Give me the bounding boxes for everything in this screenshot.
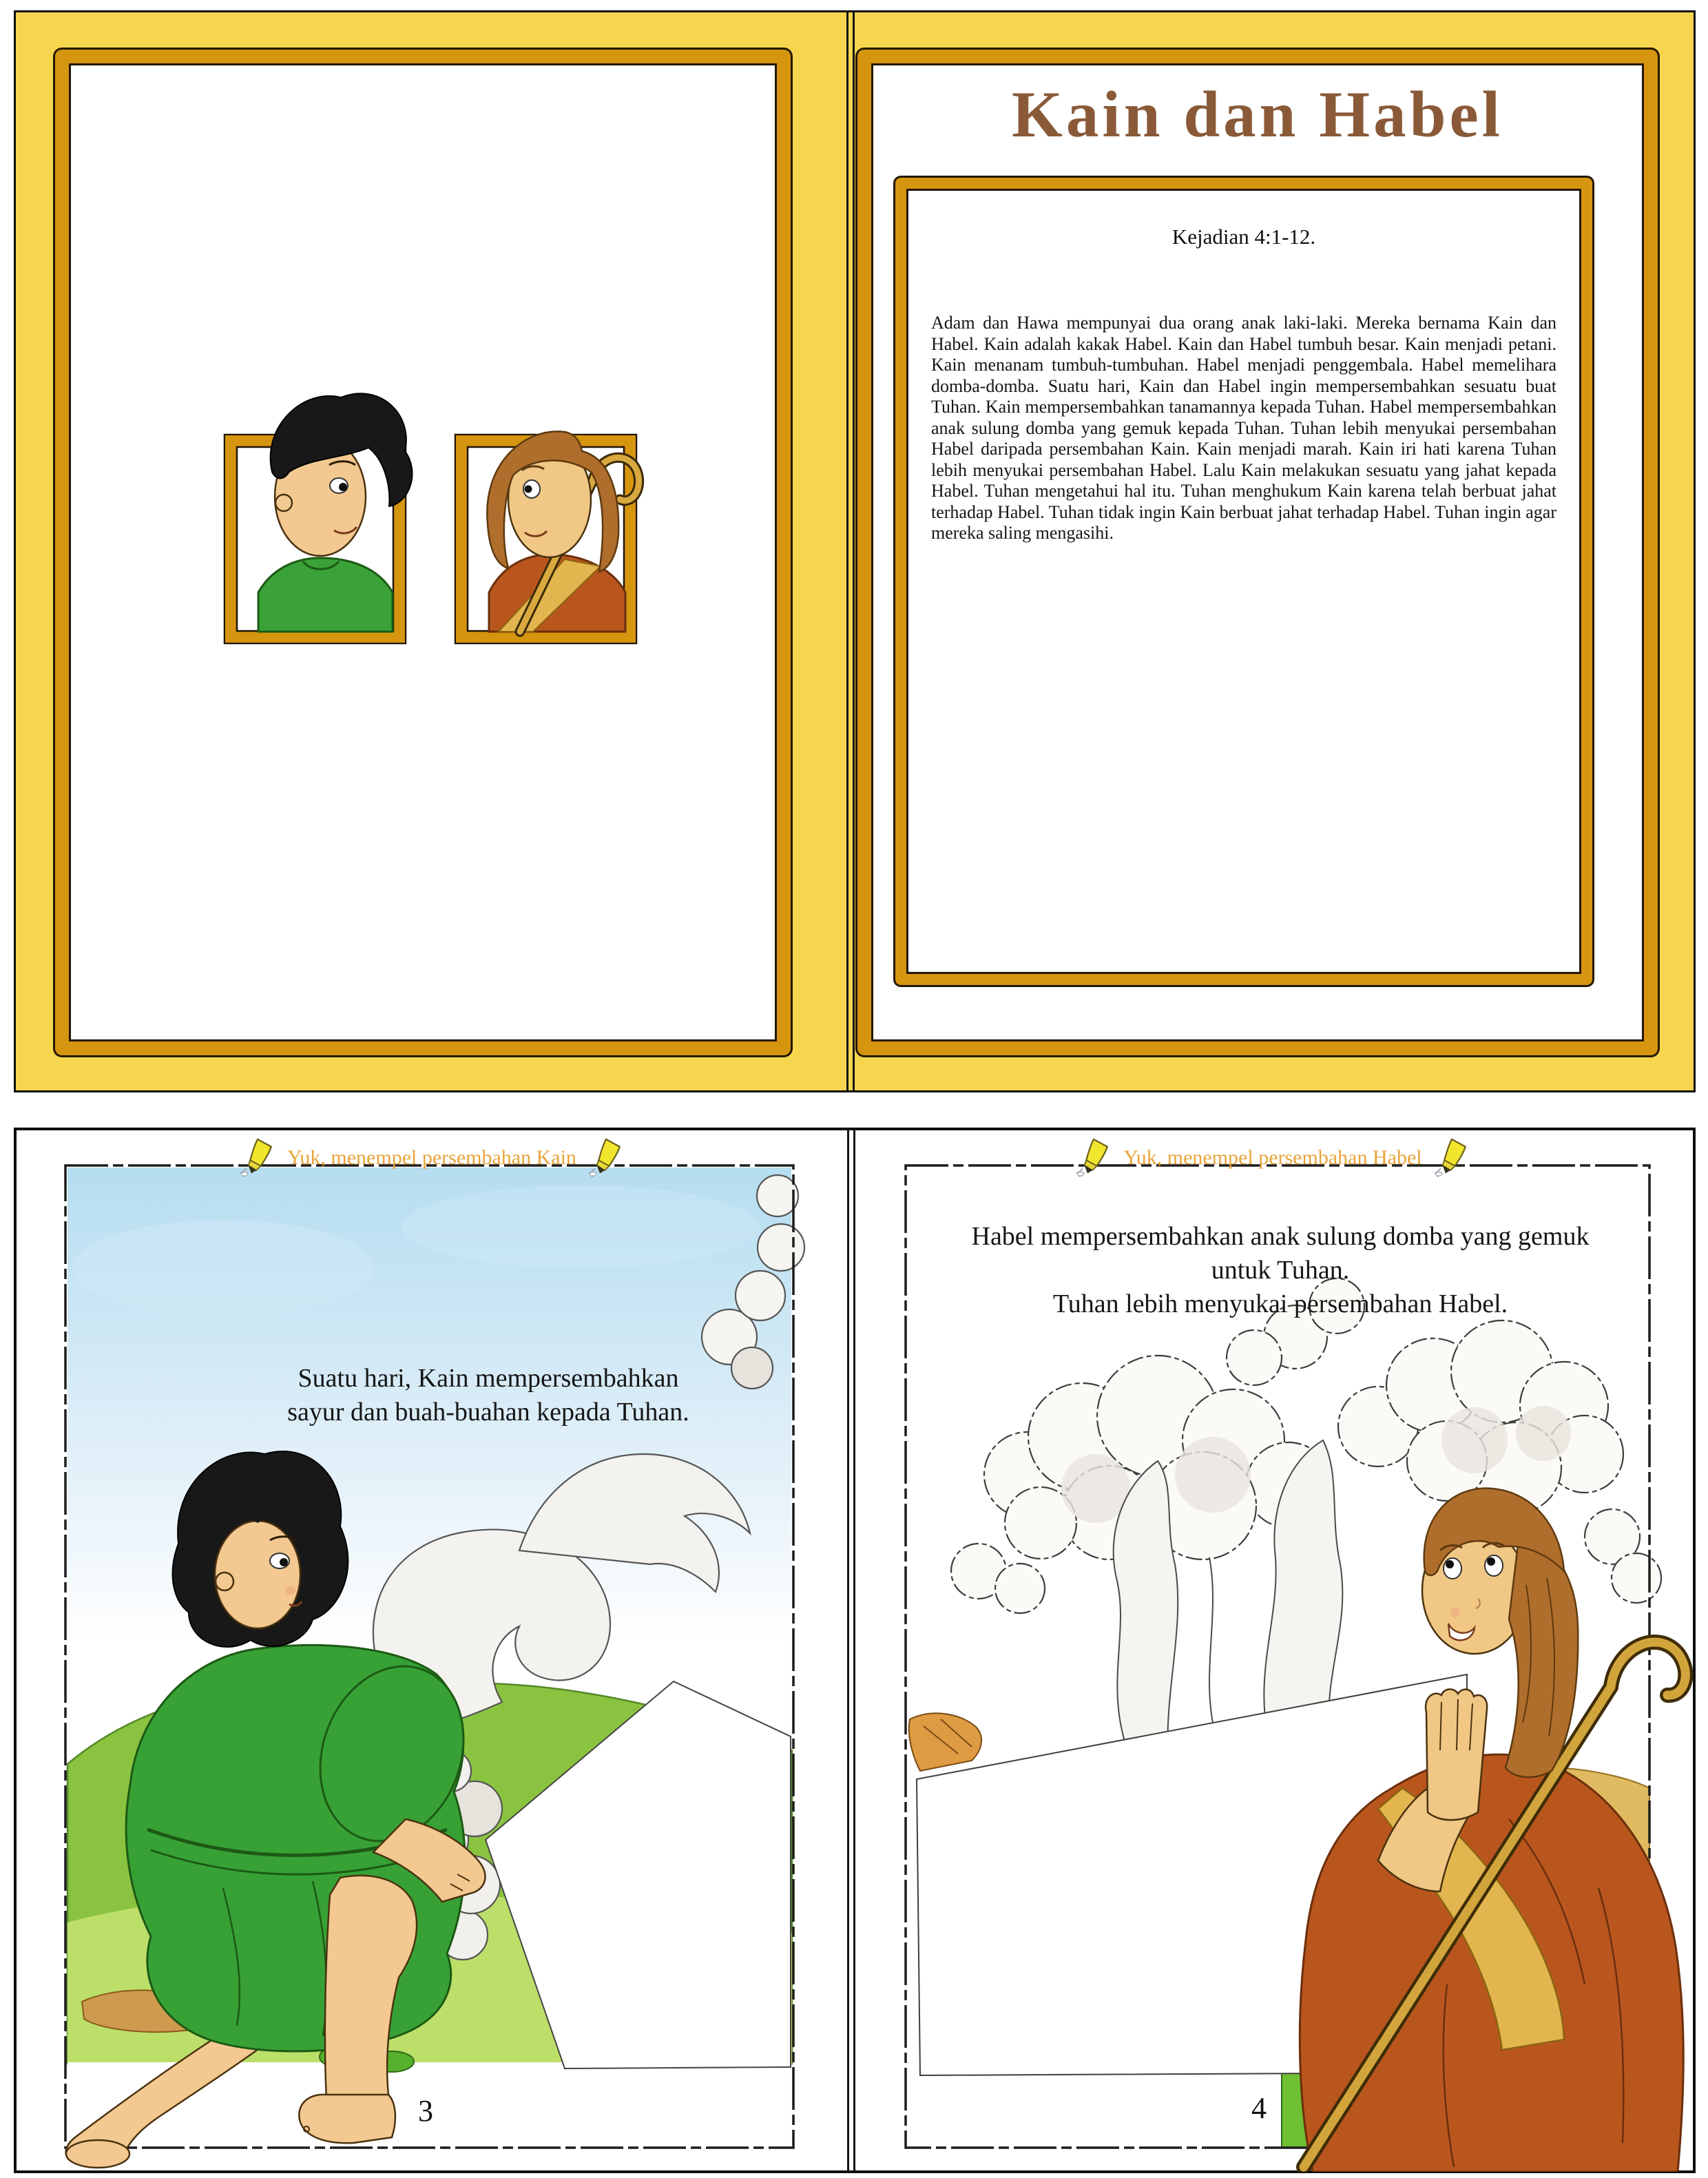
page-gutter: [846, 12, 855, 1090]
habel-portrait: [455, 431, 639, 643]
kain-habel-portraits: [207, 362, 689, 651]
story-text-frame: [895, 178, 1592, 985]
page3-header-row: [17, 1136, 847, 1180]
page4-header-row: [851, 1136, 1694, 1180]
caption-line: Tuhan lebih menyukai persembahan Habel.: [1052, 1289, 1508, 1318]
page4-caption: [912, 1220, 1649, 1321]
verse-reference: Kejadian 4:1-12.: [1171, 225, 1316, 249]
kain-portrait: [225, 393, 412, 643]
story-spread: [14, 10, 1696, 1092]
page-gutter: [847, 1130, 855, 2170]
page3-illustration: [17, 1130, 850, 2172]
page-number-3: 3: [418, 2094, 433, 2128]
caption-line: untuk Tuhan.: [1211, 1256, 1350, 1285]
page4-header: Yuk, menempel persembahan Habel: [1123, 1146, 1422, 1169]
kain-foot: [299, 2095, 395, 2143]
habel-praying-hands: [1426, 1689, 1487, 1820]
glue-tube-icon: [1433, 1137, 1470, 1179]
page-number-4: 4: [1251, 2091, 1267, 2125]
caption-line: Habel mempersembahkan anak sulung domba yang gemuk: [971, 1222, 1590, 1251]
page3-header: Yuk, menempel persembahan Kain: [287, 1146, 576, 1169]
glue-tube-icon: [1075, 1137, 1112, 1179]
page3-caption: [237, 1362, 740, 1429]
caption-line: sayur dan buah-buahan kepada Tuhan.: [287, 1398, 689, 1427]
caption-line: Suatu hari, Kain mempersembahkan: [298, 1364, 679, 1393]
story-text: Adam dan Hawa mempunyai dua orang anak laki-laki. Mereka bernama Kain dan Habel. Kain adalah kakak Habel. Kain dan Habel tumbuh besar. Kain menjadi petani. Kain menanam tumbuh-tumbuhan. Habel menjadi penggembala. Habel memelihara domba-domba. Suatu hari, Kain dan Habel ingin mempersembahkan sesuatu buat Tuhan. Kain mempersembahkan tanamannya kepada Tuhan. Habel mempersembahkan anak sulung domba yang gemuk kepada Tuhan. Tuhan lebih menyukai persembahan Habel daripada persembahan Kain. Kain menjadi marah. Kain iri hati karena Tuhan lebih menyukai persembahan Habel. Lalu Kain melakukan sesuatu yang jahat kepada Habel. Tuhan mengetahui hal itu. Tuhan menghukum Kain karena telah berbuat jahat terhadap Habel. Tuhan tidak ingin Kain berbuat jahat terhadap Habel. Tuhan ingin agar mereka saling mengasihi.: [931, 313, 1556, 543]
glue-tube-icon: [587, 1137, 625, 1179]
activity-spread: [14, 1128, 1696, 2173]
page-title: Kain dan Habel: [1011, 78, 1504, 151]
glue-tube-icon: [239, 1137, 276, 1179]
